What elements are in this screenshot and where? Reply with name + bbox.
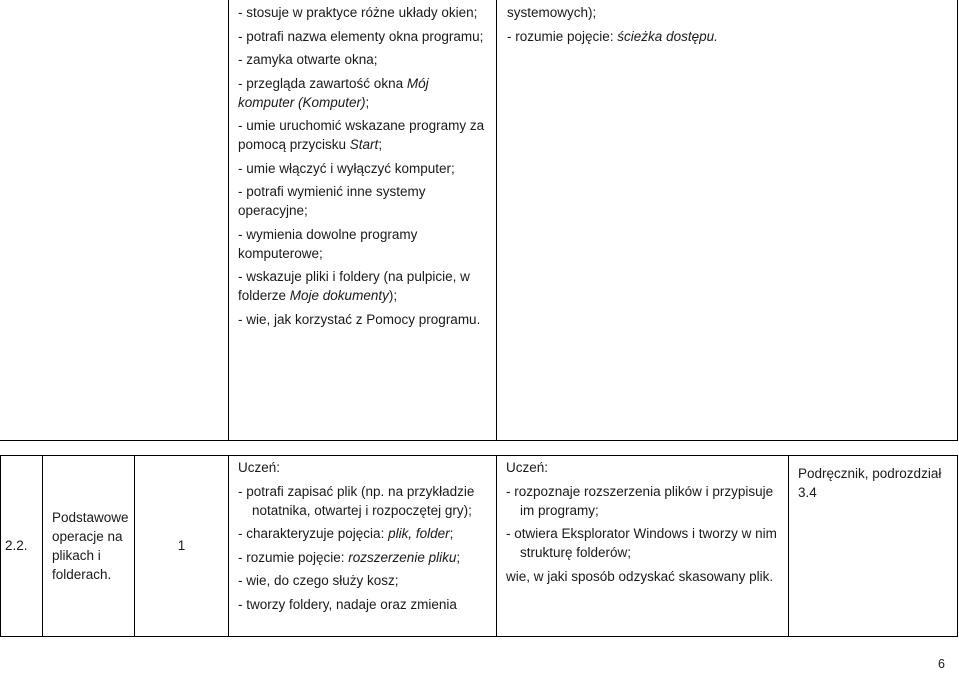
item-text: - tworzy foldery, nadaje oraz zmienia bbox=[238, 596, 457, 612]
item-italic-text: plik, folder bbox=[388, 526, 450, 541]
item-text: - stosuje w praktyce różne układy okien; bbox=[238, 5, 478, 20]
table-border bbox=[957, 455, 958, 637]
list-item bbox=[507, 3, 767, 22]
list-item bbox=[238, 548, 490, 567]
item-text-suffix: ; bbox=[456, 549, 461, 565]
list-item bbox=[238, 116, 488, 154]
item-italic-text: Moje dokumenty bbox=[289, 288, 389, 303]
item-text: - potrafi wymienić inne systemy operacyjne; bbox=[238, 184, 426, 218]
lesson-hours: 1 bbox=[177, 538, 186, 553]
item-italic-text: Mój komputer (Komputer) bbox=[238, 75, 429, 110]
list-item bbox=[238, 74, 488, 112]
item-text: - umie uruchomić wskazane programy za pomocą przycisku bbox=[238, 118, 485, 152]
lesson-hours-cell bbox=[135, 455, 228, 636]
list-item bbox=[506, 482, 784, 520]
list-item bbox=[238, 524, 490, 543]
table-border bbox=[228, 455, 229, 637]
item-italic-text: rozszerzenie pliku bbox=[348, 549, 457, 565]
item-text: - umie włączyć i wyłączyć komputer; bbox=[238, 160, 455, 176]
item-text-suffix: ); bbox=[388, 288, 398, 303]
basic-requirements-heading: Uczeń: bbox=[238, 460, 281, 475]
item-text: - zamyka otwarte okna; bbox=[238, 52, 378, 67]
extended-requirements-list bbox=[506, 482, 784, 586]
item-text: wie, w jaki sposób odzyskać skasowany plik. bbox=[506, 568, 774, 584]
item-text: - wie, jak korzystać z Pomocy programu. bbox=[238, 311, 481, 327]
basic-requirements-list bbox=[238, 482, 490, 614]
item-text: - wymienia dowolne programy komputerowe; bbox=[238, 226, 418, 261]
item-text: - wskazuje pliki i foldery (na pulpicie, w folderze bbox=[238, 269, 470, 303]
item-text: - rozpoznaje rozszerzenia plików i przypisuje im programy; bbox=[506, 483, 774, 518]
table-border bbox=[957, 0, 958, 440]
list-item bbox=[507, 27, 767, 46]
item-text: - potrafi zapisać plik (np. na przykładzie notatnika, otwartej i rozpoczętej gry); bbox=[238, 483, 475, 518]
lesson-topic-cell bbox=[52, 455, 132, 636]
list-item bbox=[238, 310, 488, 329]
extended-requirements-cell bbox=[506, 458, 784, 590]
list-item bbox=[238, 50, 488, 69]
item-text: - rozumie pojęcie: bbox=[238, 549, 349, 565]
list-item bbox=[238, 267, 488, 305]
table-border bbox=[788, 455, 789, 637]
item-text: - wie, do czego służy kosz; bbox=[238, 573, 399, 588]
item-text: - rozumie pojęcie: bbox=[507, 28, 618, 44]
list-item bbox=[238, 595, 490, 614]
top-row-requirements-basic bbox=[238, 3, 488, 333]
list-item bbox=[238, 482, 490, 520]
page-number: 6 bbox=[938, 657, 945, 671]
item-text: - potrafi nazwa elementy okna programu; bbox=[238, 28, 484, 44]
list-item bbox=[238, 182, 488, 220]
item-text: - charakteryzuje pojęcia: bbox=[238, 526, 389, 541]
item-text-suffix: ; bbox=[365, 94, 370, 110]
list-item bbox=[238, 571, 490, 590]
lesson-number: 2.2. bbox=[5, 538, 28, 553]
basic-requirements-cell bbox=[238, 458, 490, 618]
table-border bbox=[496, 0, 497, 440]
table-border bbox=[0, 440, 958, 441]
table-border bbox=[0, 455, 1, 637]
item-italic-text: Start bbox=[349, 137, 379, 152]
lesson-topic: Podstawowe operacje na plikach i folderach. bbox=[52, 509, 129, 582]
list-item bbox=[238, 27, 488, 46]
item-text: - przegląda zawartość okna bbox=[238, 75, 407, 91]
textbook-reference: Podręcznik, podrozdział 3.4 bbox=[798, 466, 942, 500]
extended-requirements-heading: Uczeń: bbox=[506, 460, 549, 475]
table-border bbox=[228, 0, 229, 440]
lesson-number-cell bbox=[5, 455, 41, 636]
item-text: systemowych); bbox=[507, 5, 597, 20]
table-border bbox=[496, 455, 497, 637]
list-item bbox=[238, 3, 488, 22]
item-text-suffix: ; bbox=[378, 137, 383, 152]
table-border bbox=[42, 455, 43, 637]
list-item bbox=[506, 524, 784, 562]
item-italic-text: ścieżka dostępu. bbox=[617, 28, 718, 44]
list-item bbox=[238, 225, 488, 263]
item-text-suffix: ; bbox=[449, 526, 454, 541]
reference-cell bbox=[798, 464, 956, 502]
top-row-requirements-extended bbox=[507, 3, 767, 50]
list-item bbox=[506, 567, 784, 586]
table-border bbox=[0, 636, 958, 637]
item-text: - otwiera Eksplorator Windows i tworzy w nim strukturę folderów; bbox=[506, 526, 777, 560]
list-item bbox=[238, 159, 488, 178]
